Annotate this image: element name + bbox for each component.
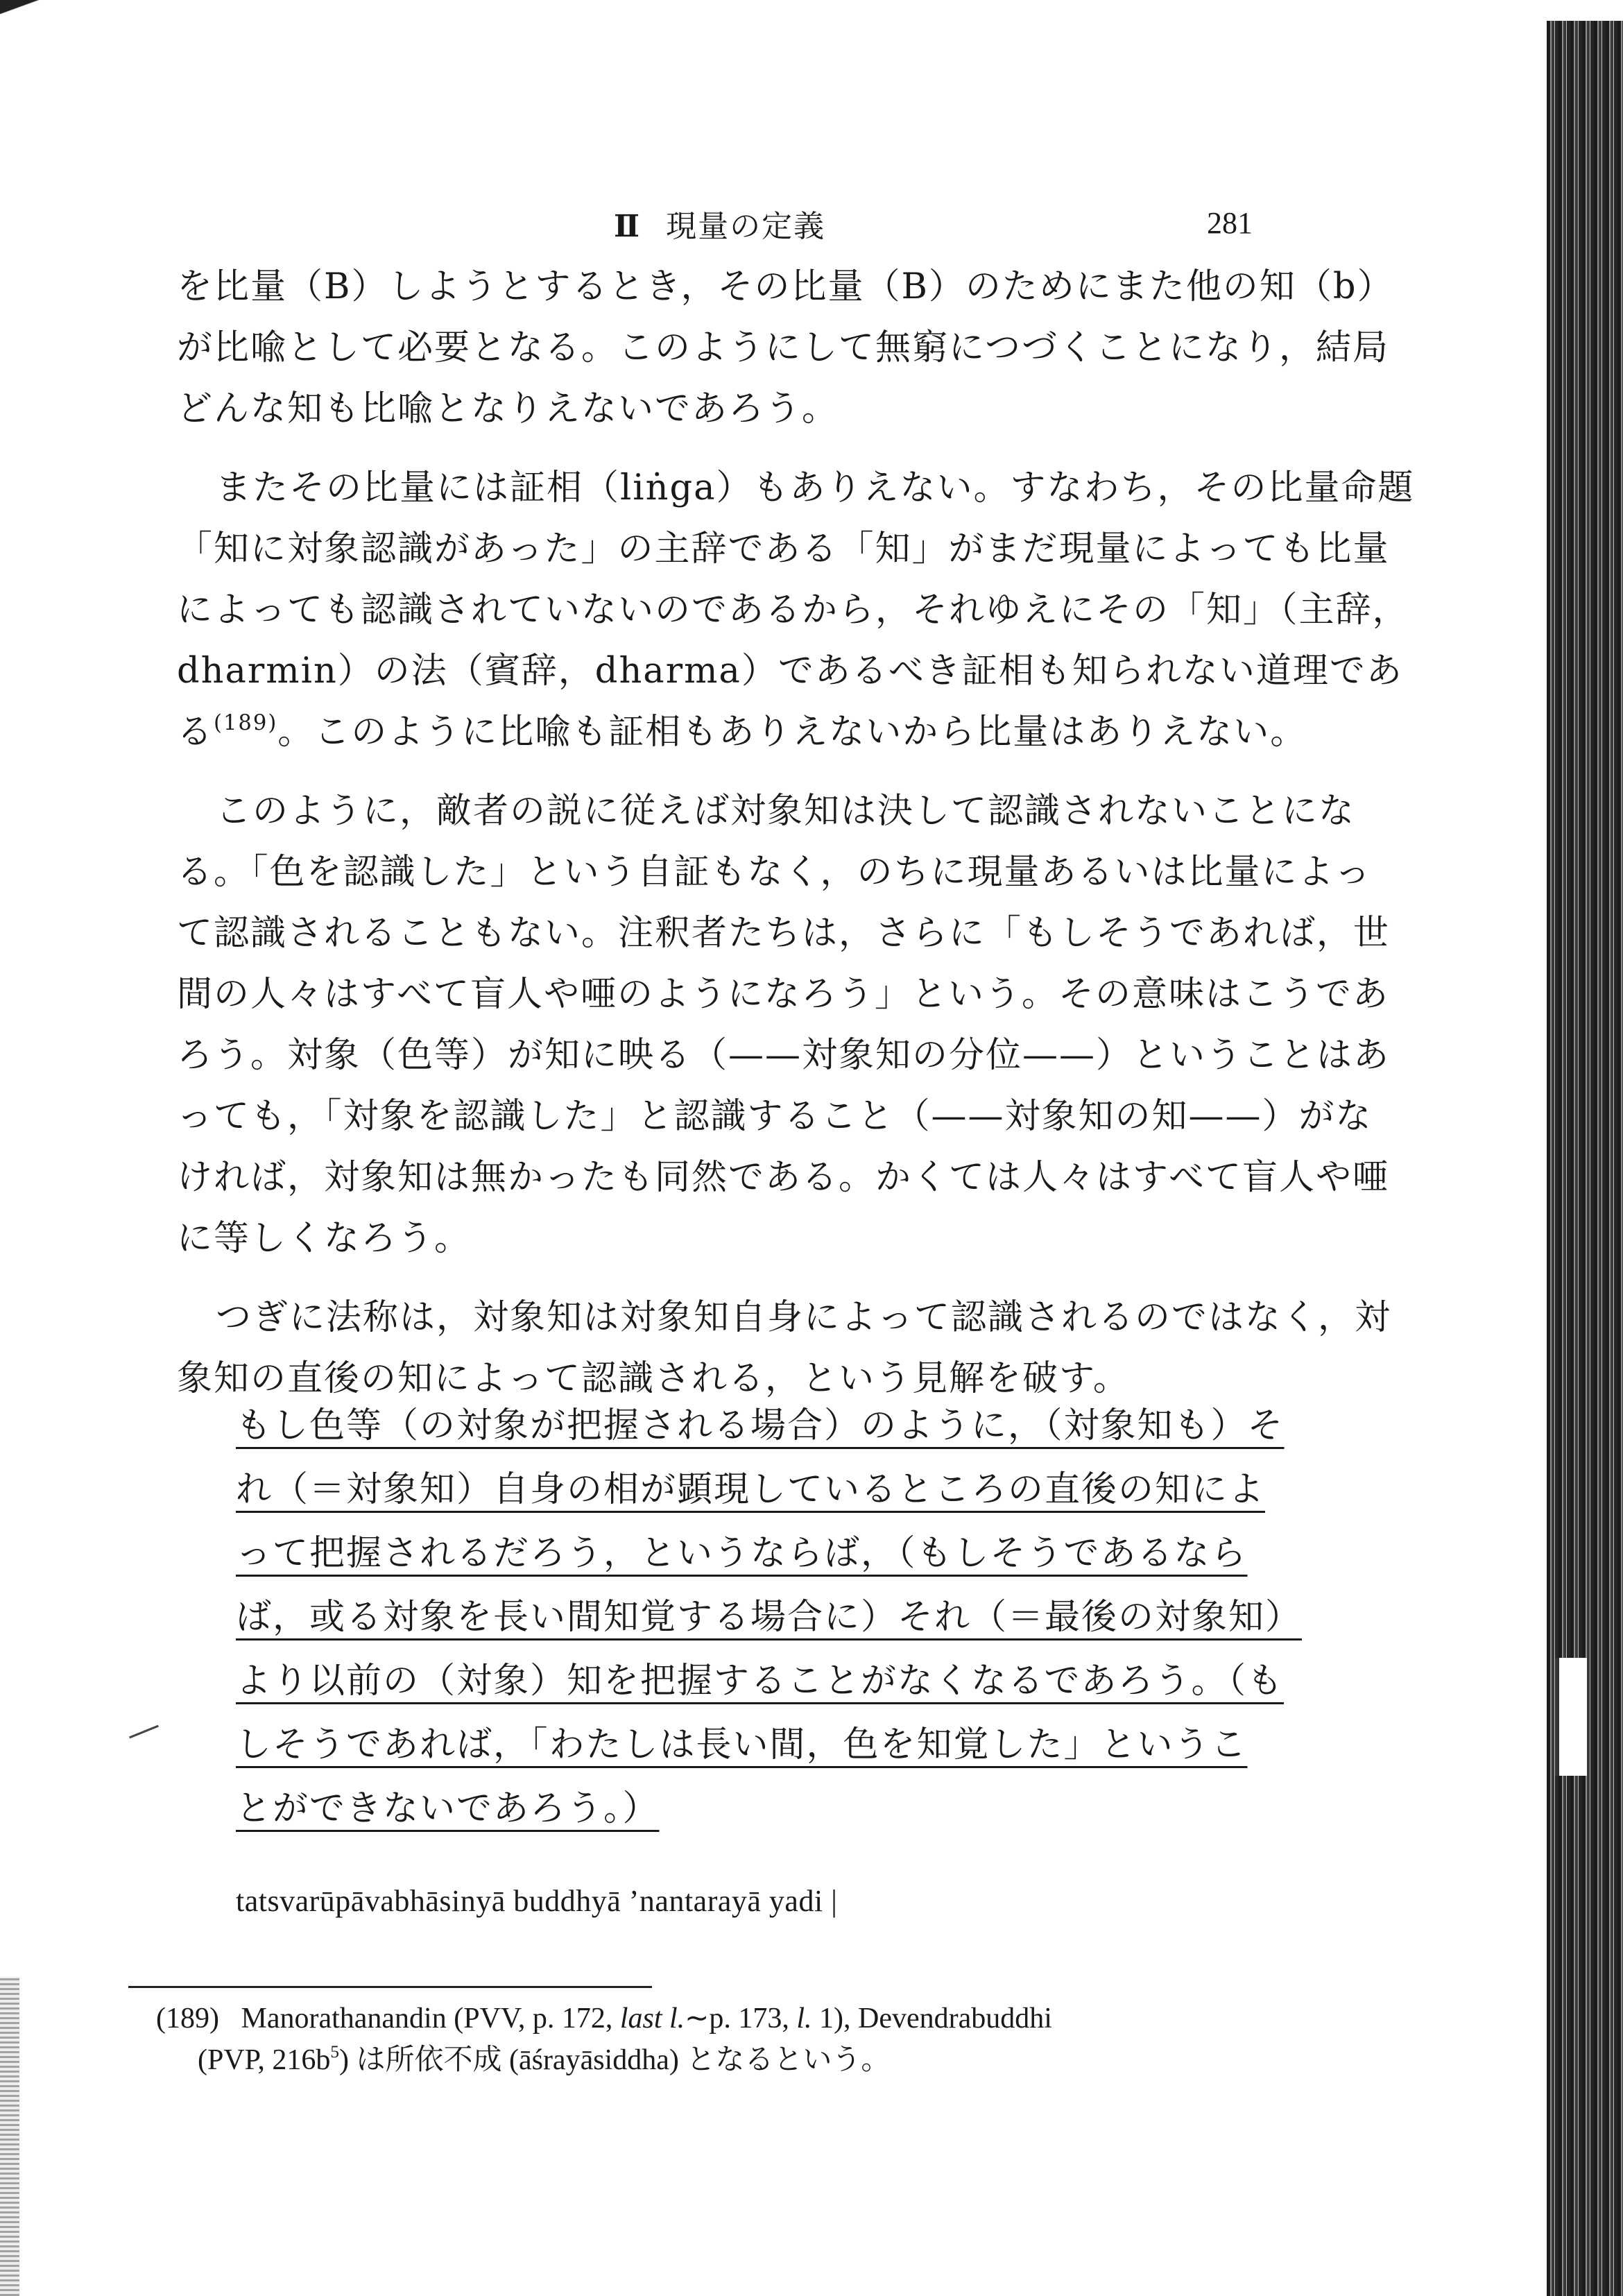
text-line: どんな知も比喩となりえないであろう。 [177,388,839,429]
text-line: またその比量には証相（liṅga）もありえない。すなわち，その比量命題 [216,468,1415,508]
quote-line: より以前の（対象）知を把握することがなくなるであろう。（も [236,1661,1284,1702]
text-line: つぎに法称は，対象知は対象知自身によって認識されるのではなく，対 [216,1297,1391,1338]
quote-line: とができないであろう。） [236,1788,660,1829]
text-line: に等しくなろう。 [177,1218,472,1259]
text-line: ければ，対象知は無かったも同然である。かくては人々はすべて盲人や唖 [177,1157,1389,1198]
text-line-with-note: る$^{(189)}$。このように比喩も証相もありえないから比量はありえない。 [177,711,1307,753]
text-line: dharmin）の法（賓辞，dharma）であるべき証相も知られない道理であ [177,651,1403,692]
footnote-number: (189) [156,2003,219,2034]
footnote-reference[interactable]: (189) [214,711,278,735]
margin-pencil-mark [129,1725,159,1739]
quote-line: ば，或る対象を長い間知覚する場合に）それ（＝最後の対象知） [236,1597,1303,1638]
text-line: る。「色を認識した」という自証もなく，のちに現量あるいは比量によっ [177,852,1372,893]
page-number: 281 [1207,206,1253,240]
text-line: このように，敵者の説に従えば対象知は決して認識されないことにな [216,791,1356,832]
text-line: を比量（B）しようとするとき，その比量（B）のためにまた他の知（b） [177,266,1394,307]
running-header [614,201,825,246]
quote-line: れ（＝対象知）自身の相が顕現しているところの直後の知によ [236,1469,1266,1510]
main-text [177,257,1415,1410]
scan-corner-mark [0,0,49,28]
text-line: が比喩として必要となる。このようにして無窮につづくことになり，結局 [177,327,1389,368]
sanskrit-transliteration: tatsvarūpāvabhāsinyā buddhyā ’nantarayā yadi | [236,1884,838,1918]
text-line: ろう。対象（色等）が知に映る（——対象知の分位——）ということはあ [177,1035,1391,1076]
chapter-title: 現量の定義 [666,209,826,244]
chapter-numeral: Ⅱ [614,209,642,244]
quotation-block [236,1394,1303,1841]
footnote [156,1998,1300,2081]
left-edge-shadow [0,1977,19,2296]
quote-line: って把握されるだろう，というならば，（もしそうであるなら [236,1533,1248,1574]
footnote-line: (189) Manorathanandin (PVV, p. 172, last l.∼p. 173, l. 1), Devendrabuddhi [156,2003,1052,2034]
book-spine-shadow [1547,21,1623,2296]
text-line: 間の人々はすべて盲人や唖のようになろう」という。その意味はこうであ [177,974,1389,1015]
quote-line: しそうであれば，「わたしは長い間，色を知覚した」というこ [236,1724,1248,1765]
footnote-line: (PVP, $216b^5$) は所依不成 (āśrayāsiddha) となるという。 [198,2043,891,2076]
spine-highlight [1555,1658,1587,1776]
quote-line: もし色等（の対象が把握される場合）のように，（対象知も）そ [236,1405,1285,1446]
text-line: 象知の直後の知によって認識される，という見解を破す。 [177,1358,1130,1399]
text-line: て認識されることもない。注釈者たちは，さらに「もしそうであれば，世 [177,913,1391,954]
text-line: 「知に対象認識があった」の主辞である「知」がまだ現量によっても比量 [177,529,1390,569]
text-line: っても，「対象を認識した」と認識すること（——対象知の知——）がな [177,1096,1373,1137]
text-line: によっても認識されていないのであるから，それゆえにその「知」（主辞， [177,590,1409,631]
footnote-rule [128,1986,652,1988]
